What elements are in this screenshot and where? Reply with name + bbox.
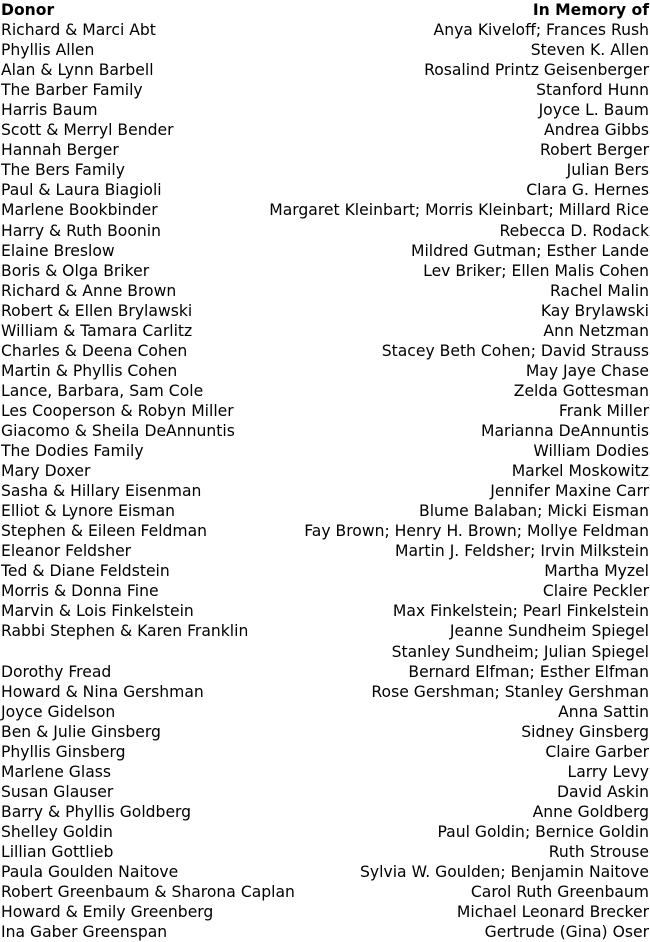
donor-name: Shelley Goldin <box>1 822 113 841</box>
table-row <box>1 922 649 942</box>
donor-name: Lillian Gottlieb <box>1 842 114 861</box>
table-row <box>1 822 649 842</box>
donor-name: The Barber Family <box>1 81 143 100</box>
table-row <box>1 341 649 361</box>
in-memory-of-name: Jennifer Maxine Carr <box>490 482 649 501</box>
donor-name: Paul & Laura Biagioli <box>1 181 162 200</box>
table-row <box>1 301 649 321</box>
in-memory-of-name: Ruth Strouse <box>548 842 649 861</box>
table-row <box>1 842 649 862</box>
table-row <box>1 160 649 180</box>
in-memory-of-name: Paul Goldin; Bernice Goldin <box>437 822 649 841</box>
table-row <box>1 180 649 200</box>
donor-name: Susan Glauser <box>1 782 114 801</box>
in-memory-of-name: Clara G. Hernes <box>526 181 649 200</box>
donor-name: Boris & Olga Briker <box>1 261 150 280</box>
donor-rows <box>1 20 649 942</box>
donor-name: Les Cooperson & Robyn Miller <box>1 401 234 420</box>
in-memory-of-name: Lev Briker; Ellen Malis Cohen <box>423 261 649 280</box>
donor-name: Marvin & Lois Finkelstein <box>1 602 194 621</box>
in-memory-of-name: Zelda Gottesman <box>513 381 649 400</box>
in-memory-of-name: Martin J. Feldsher; Irvin Milkstein <box>395 542 649 561</box>
donor-name: Charles & Deena Cohen <box>1 341 188 360</box>
table-row <box>1 281 649 301</box>
in-memory-of-name: William Dodies <box>533 442 649 461</box>
donor-name: Stephen & Eileen Feldman <box>1 522 208 541</box>
donor-name: Mary Doxer <box>1 462 91 481</box>
in-memory-of-name: Stacey Beth Cohen; David Strauss <box>381 341 649 360</box>
in-memory-of-name: Andrea Gibbs <box>544 121 649 140</box>
in-memory-of-name: Martha Myzel <box>544 562 649 581</box>
donor-name: Martin & Phyllis Cohen <box>1 361 178 380</box>
in-memory-of-name: Marianna DeAnnuntis <box>481 421 649 440</box>
table-row <box>1 862 649 882</box>
donor-name: Marlene Bookbinder <box>1 201 158 220</box>
in-memory-of-name: Blume Balaban; Micki Eisman <box>419 502 649 521</box>
donor-name: Scott & Merryl Bender <box>1 121 174 140</box>
table-row <box>1 20 649 40</box>
donor-name: Richard & Anne Brown <box>1 281 177 300</box>
table-row <box>1 261 649 281</box>
donor-name: Phyllis Ginsberg <box>1 742 126 761</box>
table-row <box>1 401 649 421</box>
donor-name: Harris Baum <box>1 101 98 120</box>
table-row <box>1 762 649 782</box>
table-row <box>1 441 649 461</box>
table-row <box>1 722 649 742</box>
donor-name: Robert Greenbaum & Sharona Caplan <box>1 883 295 902</box>
in-memory-of-name: Stanley Sundheim; Julian Spiegel <box>391 642 649 661</box>
donor-name: Harry & Ruth Boonin <box>1 221 161 240</box>
in-memory-of-name: Rosalind Printz Geisenberger <box>424 61 649 80</box>
table-row <box>1 381 649 401</box>
in-memory-of-name: Kay Brylawski <box>540 301 649 320</box>
in-memory-of-name: Robert Berger <box>540 141 649 160</box>
table-row <box>1 461 649 481</box>
table-row <box>1 80 649 100</box>
donor-name: Dorothy Fread <box>1 662 112 681</box>
in-memory-of-name: Ann Netzman <box>543 321 649 340</box>
in-memory-of-name: Joyce L. Baum <box>538 101 649 120</box>
in-memory-of-name: Julian Bers <box>566 161 649 180</box>
in-memory-of-name: Sylvia W. Goulden; Benjamin Naitove <box>360 863 649 882</box>
table-row <box>1 782 649 802</box>
donor-name: Ina Gaber Greenspan <box>1 923 168 942</box>
in-memory-of-name: Carol Ruth Greenbaum <box>470 883 649 902</box>
donor-name: Ted & Diane Feldstein <box>1 562 170 581</box>
donor-name: Robert & Ellen Brylawski <box>1 301 193 320</box>
table-row <box>1 361 649 381</box>
in-memory-of-name: Anya Kiveloff; Frances Rush <box>433 21 649 40</box>
table-row <box>1 802 649 822</box>
donor-name: William & Tamara Carlitz <box>1 321 193 340</box>
donor-name: Barry & Phyllis Goldberg <box>1 802 192 821</box>
table-row <box>1 140 649 160</box>
in-memory-of-column-header: In Memory of <box>532 1 649 19</box>
in-memory-of-name: David Askin <box>556 782 649 801</box>
donor-name: Paula Goulden Naitove <box>1 863 179 882</box>
in-memory-of-name: Michael Leonard Brecker <box>456 903 649 922</box>
table-row <box>1 642 649 662</box>
table-row <box>1 120 649 140</box>
table-row <box>1 581 649 601</box>
donor-name: Ben & Julie Ginsberg <box>1 722 161 741</box>
in-memory-of-name: Frank Miller <box>558 401 649 420</box>
in-memory-of-name: Rachel Malin <box>550 281 649 300</box>
donor-name: Joyce Gidelson <box>1 702 116 721</box>
donor-name: Elaine Breslow <box>1 241 115 260</box>
donor-name: Lance, Barbara, Sam Cole <box>1 381 204 400</box>
donor-name: Elliot & Lynore Eisman <box>1 502 176 521</box>
table-row <box>1 321 649 341</box>
in-memory-of-name: Steven K. Allen <box>530 41 649 60</box>
table-row <box>1 902 649 922</box>
in-memory-of-name: Markel Moskowitz <box>511 462 649 481</box>
donor-name: Richard & Marci Abt <box>1 21 156 40</box>
donor-name: Morris & Donna Fine <box>1 582 159 601</box>
in-memory-of-name: Max Finkelstein; Pearl Finkelstein <box>392 602 649 621</box>
donor-name: Howard & Emily Greenberg <box>1 903 214 922</box>
table-row <box>1 541 649 561</box>
donor-column-header: Donor <box>1 1 55 19</box>
table-row <box>1 521 649 541</box>
in-memory-of-name: Margaret Kleinbart; Morris Kleinbart; Millard Rice <box>269 201 649 220</box>
donor-name: Eleanor Feldsher <box>1 542 132 561</box>
table-row <box>1 481 649 501</box>
in-memory-of-name: Fay Brown; Henry H. Brown; Mollye Feldman <box>304 522 649 541</box>
table-row <box>1 702 649 722</box>
donor-name: Rabbi Stephen & Karen Franklin <box>1 622 249 641</box>
table-row <box>1 601 649 621</box>
in-memory-of-name: Rebecca D. Rodack <box>499 221 649 240</box>
table-row <box>1 662 649 682</box>
column-header-row <box>1 0 649 20</box>
donor-name: Phyllis Allen <box>1 41 95 60</box>
table-row <box>1 100 649 120</box>
in-memory-of-name: May Jaye Chase <box>525 361 649 380</box>
in-memory-of-name: Sidney Ginsberg <box>521 722 649 741</box>
table-row <box>1 742 649 762</box>
in-memory-of-name: Mildred Gutman; Esther Lande <box>410 241 649 260</box>
in-memory-of-name: Bernard Elfman; Esther Elfman <box>408 662 649 681</box>
table-row <box>1 621 649 641</box>
donor-name: Howard & Nina Gershman <box>1 682 204 701</box>
table-row <box>1 40 649 60</box>
donor-name: Giacomo & Sheila DeAnnuntis <box>1 421 235 440</box>
in-memory-of-name: Claire Garber <box>545 742 649 761</box>
donor-name: The Dodies Family <box>1 442 144 461</box>
in-memory-of-name: Claire Peckler <box>542 582 649 601</box>
in-memory-of-name: Gertrude (Gina) Oser <box>484 923 649 942</box>
table-row <box>1 421 649 441</box>
table-row <box>1 241 649 261</box>
donor-name: The Bers Family <box>1 161 125 180</box>
donor-name: Marlene Glass <box>1 762 112 781</box>
in-memory-of-name: Anne Goldberg <box>532 802 649 821</box>
table-row <box>1 882 649 902</box>
table-row <box>1 682 649 702</box>
donor-name: Sasha & Hillary Eisenman <box>1 482 202 501</box>
in-memory-of-name: Larry Levy <box>567 762 649 781</box>
donor-name: Alan & Lynn Barbell <box>1 61 154 80</box>
table-row <box>1 200 649 220</box>
donor-name: Hannah Berger <box>1 141 119 160</box>
table-row <box>1 501 649 521</box>
table-row <box>1 561 649 581</box>
in-memory-of-name: Anna Sattin <box>558 702 649 721</box>
table-row <box>1 60 649 80</box>
in-memory-of-name: Stanford Hunn <box>536 81 649 100</box>
table-row <box>1 221 649 241</box>
in-memory-of-name: Jeanne Sundheim Spiegel <box>449 622 649 641</box>
in-memory-of-name: Rose Gershman; Stanley Gershman <box>371 682 649 701</box>
